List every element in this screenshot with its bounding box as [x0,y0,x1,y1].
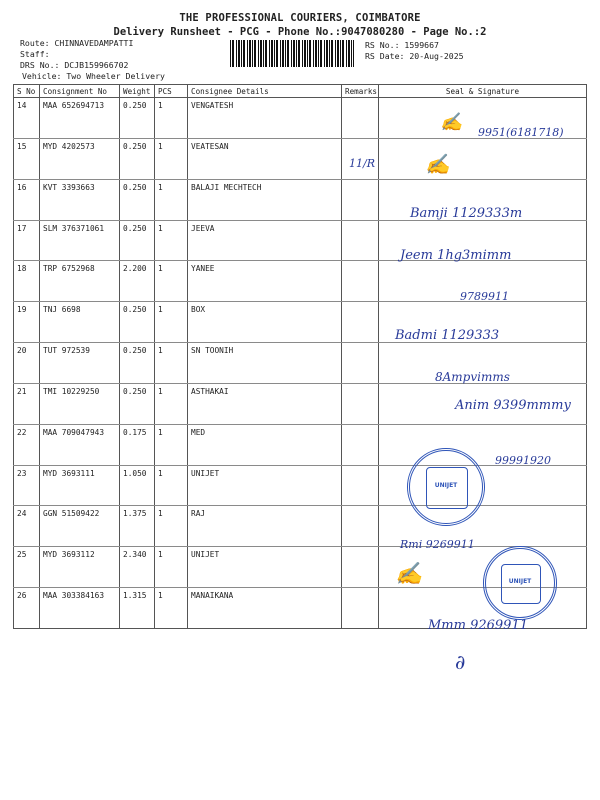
col-consignee: Consignee Details [188,85,342,98]
company-stamp: UNIJET [483,546,557,620]
cell-consignment: MAA 709047943 [40,424,120,465]
cell-consignment: GGN 51509422 [40,506,120,547]
cell-sno: 21 [14,383,40,424]
cell-sno: 23 [14,465,40,506]
cell-remarks [342,179,379,220]
cell-consignment: MAA 303384163 [40,588,120,629]
cell-consignment: TNJ 6698 [40,302,120,343]
company-title: THE PROFESSIONAL COURIERS, COIMBATORE [179,12,421,24]
cell-pcs: 1 [155,261,188,302]
cell-consignment: MYD 3693111 [40,465,120,506]
cell-weight: 1.375 [120,506,155,547]
table-header-row [14,85,587,98]
runsheet-table [13,84,587,629]
cell-pcs: 1 [155,588,188,629]
cell-consignee: YANEE [188,261,342,302]
cell-consignee: UNIJET [188,547,342,588]
cell-consignment: MYD 3693112 [40,547,120,588]
cell-consignee: UNIJET [188,465,342,506]
cell-consignee: RAJ [188,506,342,547]
col-signature: Seal & Signature [379,85,587,98]
cell-consignee: MANAIKANA [188,588,342,629]
signature-16: Bamji 1129333m [410,206,523,221]
signature-25: ✍ [395,562,423,587]
cell-consignment: TRP 6752968 [40,261,120,302]
cell-consignee: BALAJI MECHTECH [188,179,342,220]
cell-consignment: SLM 376371061 [40,220,120,261]
cell-consignee: MED [188,424,342,465]
signature-26: Mmm 9269911 [428,618,528,633]
signature-18: 9789911 [460,290,509,303]
runsheet-title: Delivery Runsheet - PCG - Phone No.:9047080280 - Page No.:2 [113,26,487,38]
cell-consignment: TMI 10229250 [40,383,120,424]
cell-sno: 16 [14,179,40,220]
cell-pcs: 1 [155,424,188,465]
cell-weight: 0.250 [120,383,155,424]
cell-pcs: 1 [155,138,188,179]
col-remarks: Remarks [342,85,379,98]
cell-remarks [342,220,379,261]
cell-pcs: 1 [155,343,188,384]
cell-sno: 25 [14,547,40,588]
cell-sno: 26 [14,588,40,629]
cell-consignee: ASTHAKAI [188,383,342,424]
cell-weight: 1.315 [120,588,155,629]
cell-consignee: SN TOONIH [188,343,342,384]
cell-weight: 0.250 [120,179,155,220]
cell-sno: 14 [14,98,40,139]
cell-pcs: 1 [155,383,188,424]
cell-sno: 19 [14,302,40,343]
signature-21: Anim 9399mmmy [455,398,571,413]
cell-pcs: 1 [155,547,188,588]
cell-weight: 0.250 [120,98,155,139]
cell-pcs: 1 [155,98,188,139]
signature-scribble: ✍ [440,112,463,133]
rs-date: RS Date: 20-Aug-2025 [365,51,464,61]
signature-15: ✍ [425,152,450,176]
cell-pcs: 1 [155,506,188,547]
vehicle-label: Vehicle: Two Wheeler Delivery [22,71,165,81]
cell-signature [379,138,587,179]
cell-sno: 20 [14,343,40,384]
cell-remarks [342,98,379,139]
cell-weight: 2.200 [120,261,155,302]
signature-20: 8Ampvimms [435,370,510,384]
drs-number: DRS No.: DCJB159966702 [20,60,129,70]
col-weight: Weight [120,85,155,98]
cell-sno: 17 [14,220,40,261]
company-stamp: UNIJET [407,448,485,526]
cell-weight: 2.340 [120,547,155,588]
cell-remarks [342,547,379,588]
cell-weight: 0.175 [120,424,155,465]
cell-remarks [342,465,379,506]
cell-sno: 15 [14,138,40,179]
cell-consignment: KVT 3393663 [40,179,120,220]
barcode [230,40,354,67]
cell-remarks [342,424,379,465]
cell-sno: 18 [14,261,40,302]
cell-consignee: JEEVA [188,220,342,261]
cell-consignment: TUT 972539 [40,343,120,384]
cell-signature [379,424,587,465]
cell-remarks [342,261,379,302]
cell-pcs: 1 [155,220,188,261]
cell-consignee: VEATESAN [188,138,342,179]
signature-24: Rmi 9269911 [400,538,475,551]
cell-consignee: BOX [188,302,342,343]
cell-weight: 1.050 [120,465,155,506]
signature-17: Jeem 1hg3mimm [400,248,512,263]
table-row [14,506,587,547]
route-label: Route: CHINNAVEDAMPATTI [20,38,134,48]
staff-label: Staff: [20,49,50,59]
signature-scribble-bottom: ∂ [455,650,466,674]
table-row [14,302,587,343]
col-pcs: PCS [155,85,188,98]
cell-weight: 0.250 [120,220,155,261]
cell-consignee: VENGATESH [188,98,342,139]
cell-consignment: MAA 652694713 [40,98,120,139]
col-consignment: Consignment No [40,85,120,98]
cell-pcs: 1 [155,179,188,220]
signature-14: 9951(6181718) [478,126,564,139]
remark-handwritten: 11/R [349,157,375,170]
cell-remarks [342,588,379,629]
table-row [14,138,587,179]
cell-weight: 0.250 [120,343,155,384]
cell-remarks [342,343,379,384]
col-sno: S No [14,85,40,98]
rs-number: RS No.: 1599667 [365,40,439,50]
cell-weight: 0.250 [120,138,155,179]
signature-19: Badmi 1129333 [395,328,500,343]
cell-weight: 0.250 [120,302,155,343]
cell-pcs: 1 [155,302,188,343]
cell-sno: 22 [14,424,40,465]
cell-consignment: MYD 4202573 [40,138,120,179]
cell-remarks [342,506,379,547]
table-row [14,465,587,506]
cell-pcs: 1 [155,465,188,506]
signature-22: 99991920 [495,454,551,467]
cell-remarks [342,383,379,424]
cell-remarks [342,302,379,343]
cell-sno: 24 [14,506,40,547]
